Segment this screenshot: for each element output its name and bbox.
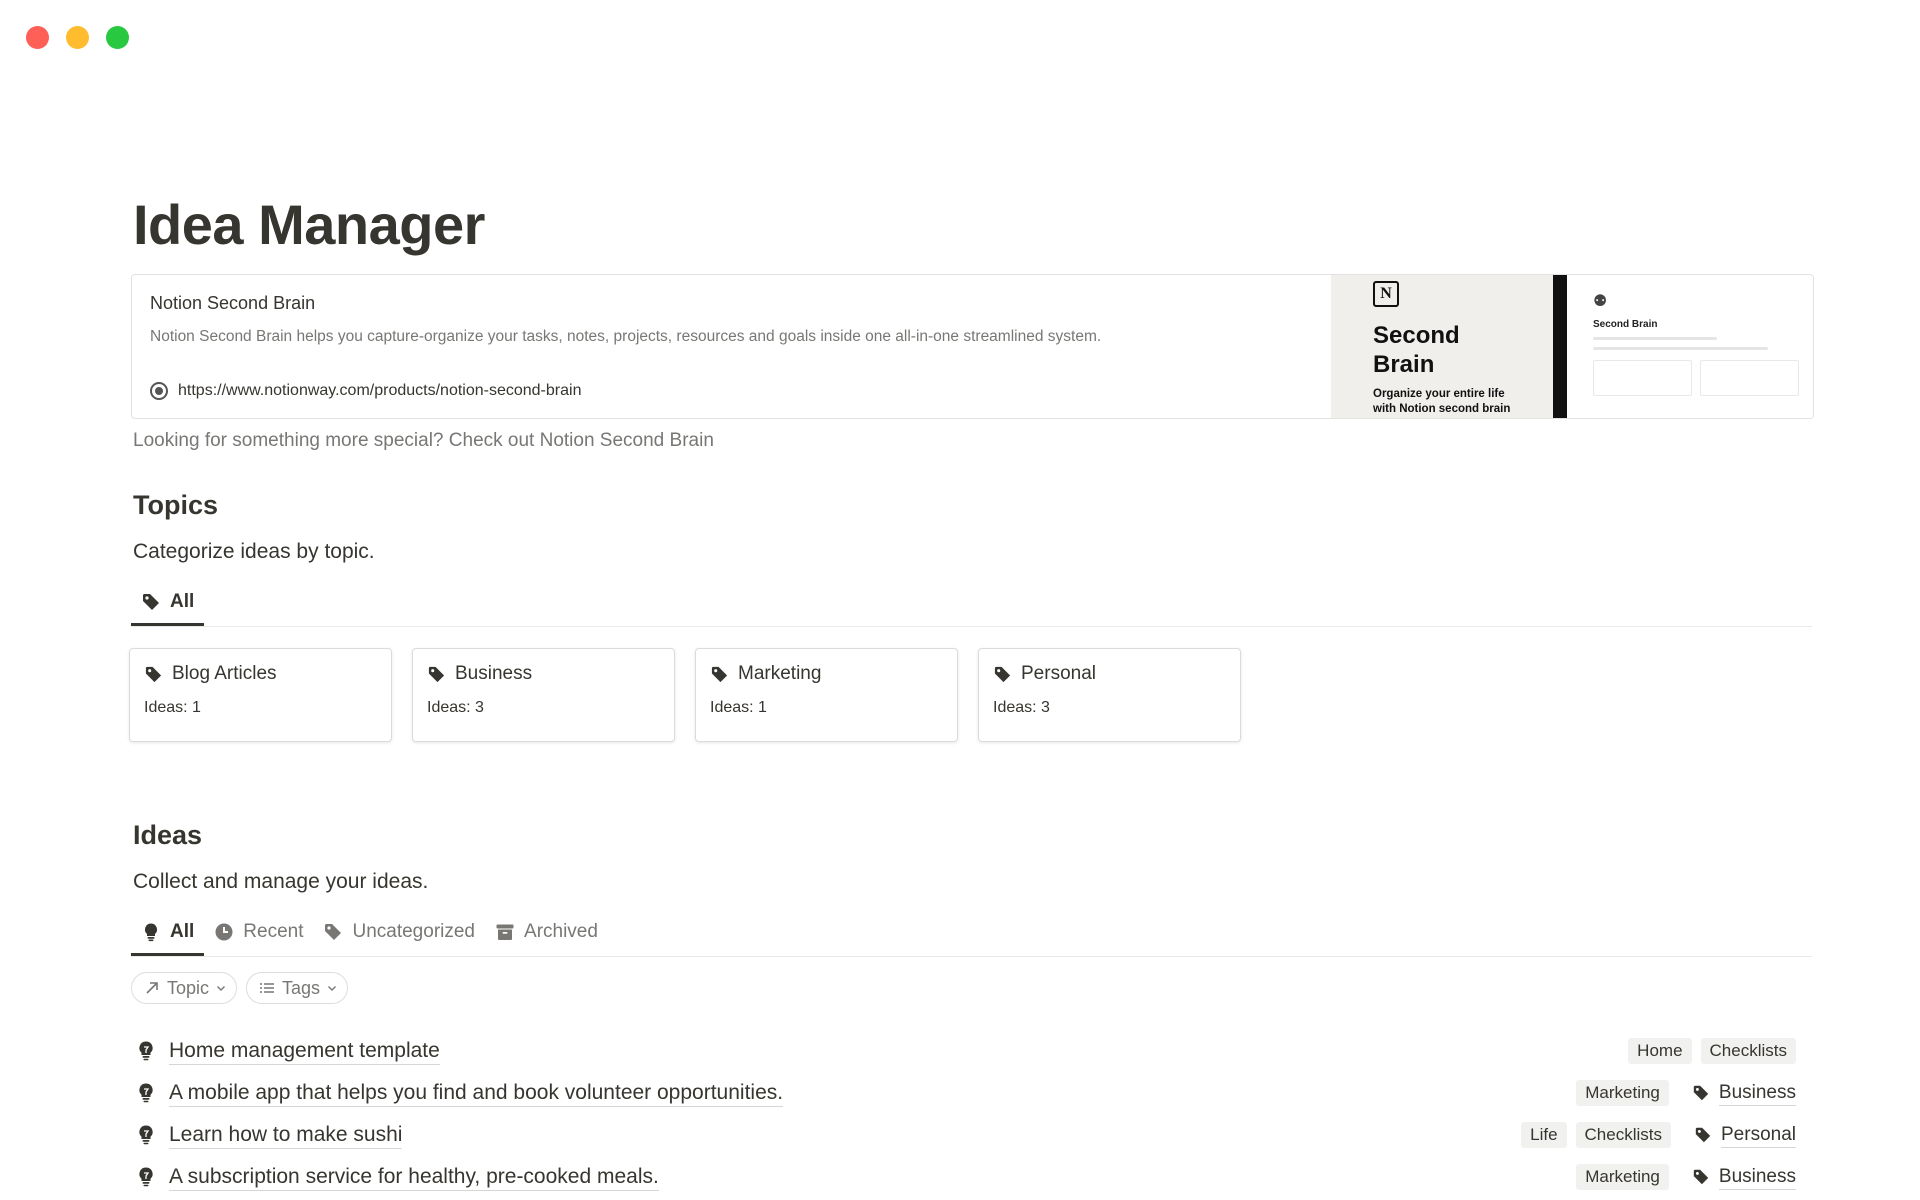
card-name — [144, 663, 377, 685]
topic-link-label: Business — [1719, 1165, 1796, 1190]
tag-icon — [993, 665, 1012, 684]
ideas-description: Collect and manage your ideas. — [133, 870, 429, 893]
tab-all-topics[interactable] — [131, 580, 204, 626]
tag-icon — [141, 592, 161, 612]
preview-column — [1700, 360, 1799, 396]
topics-view-tabs — [131, 580, 1812, 627]
tab-all-ideas[interactable] — [131, 910, 204, 956]
card-title: Business — [455, 663, 533, 684]
topic-card-blog-articles[interactable] — [129, 648, 392, 742]
preview-heading — [1373, 321, 1553, 379]
idea-tags — [1576, 1072, 1796, 1114]
topic-link-label: Personal — [1721, 1123, 1796, 1148]
filter-bar — [131, 972, 348, 1004]
card-name — [993, 663, 1226, 685]
tab-label: All — [170, 590, 195, 612]
list-item[interactable] — [131, 1072, 1812, 1114]
window-controls — [26, 26, 129, 49]
card-name — [427, 663, 660, 685]
tag-icon — [1694, 1126, 1712, 1144]
idea-title[interactable]: Home management template — [169, 1038, 440, 1065]
card-name — [710, 663, 943, 685]
brain-icon: ⚉ — [1593, 293, 1608, 310]
idea-title[interactable]: A mobile app that helps you find and book volunteer opportunities. — [169, 1080, 783, 1107]
list-item[interactable] — [131, 1114, 1812, 1156]
preview-cover — [1331, 275, 1553, 418]
tag-badge: Checklists — [1576, 1122, 1671, 1148]
special-text: Looking for something more special? Check out Notion Second Brain — [133, 430, 714, 451]
card-count: Ideas: 1 — [144, 699, 201, 716]
minimize-window-button[interactable] — [66, 26, 89, 49]
tag-icon — [323, 922, 343, 942]
idea-tags — [1576, 1156, 1796, 1198]
close-window-button[interactable] — [26, 26, 49, 49]
chevron-down-icon — [216, 983, 226, 993]
topic-link[interactable] — [1694, 1123, 1796, 1148]
preview-mini-title: Second Brain — [1593, 319, 1658, 330]
bookmark-card[interactable] — [131, 274, 1814, 419]
card-count: Ideas: 3 — [427, 699, 484, 716]
preview-columns — [1593, 360, 1799, 396]
tag-icon — [710, 665, 729, 684]
tag-icon — [427, 665, 446, 684]
tag-icon — [1692, 1168, 1710, 1186]
tag-badge: Marketing — [1576, 1164, 1669, 1190]
tab-label: Archived — [524, 921, 598, 942]
bookmark-text — [132, 275, 1331, 418]
preview-line — [1593, 337, 1717, 340]
tab-recent[interactable] — [204, 910, 313, 954]
bookmark-preview-image — [1331, 275, 1813, 418]
card-count: Ideas: 1 — [710, 699, 767, 716]
lightbulb-icon — [136, 1124, 156, 1146]
filter-label: Topic — [167, 977, 210, 998]
tab-label: Recent — [243, 921, 304, 942]
card-title: Blog Articles — [172, 663, 277, 684]
filter-label: Tags — [282, 977, 321, 998]
preview-heading-line1: Second — [1373, 322, 1460, 349]
preview-screenshot — [1567, 275, 1813, 418]
tab-label: All — [170, 920, 195, 942]
archive-icon — [495, 922, 515, 942]
zoom-window-button[interactable] — [106, 26, 129, 49]
topic-link[interactable] — [1692, 1081, 1796, 1106]
ideas-list — [131, 1030, 1812, 1198]
topic-filter-button[interactable] — [131, 972, 237, 1004]
tab-label: Uncategorized — [352, 921, 476, 942]
bookmark-url: https://www.notionway.com/products/notion-second-brain — [178, 382, 582, 399]
lightbulb-icon — [136, 1166, 156, 1188]
bookmark-title: Notion Second Brain — [150, 293, 316, 313]
card-count: Ideas: 3 — [993, 699, 1050, 716]
lightbulb-icon — [136, 1082, 156, 1104]
topic-card-marketing[interactable] — [695, 648, 958, 742]
card-title: Personal — [1021, 663, 1096, 684]
chevron-down-icon — [327, 983, 337, 993]
bookmark-link[interactable] — [150, 382, 581, 400]
preview-sub-line2: with Notion second brain — [1373, 403, 1511, 415]
bookmark-description: Notion Second Brain helps you capture-organize your tasks, notes, projects, resources and goals inside one all-in-one streamlined system. — [150, 328, 1102, 345]
preview-subheading — [1373, 387, 1553, 417]
tab-uncategorized[interactable] — [313, 910, 485, 954]
topic-link-label: Business — [1719, 1081, 1796, 1106]
notion-logo-icon: N — [1373, 281, 1399, 307]
topic-card-business[interactable] — [412, 648, 675, 742]
card-title: Marketing — [738, 663, 822, 684]
tag-badge: Life — [1521, 1122, 1566, 1148]
list-item[interactable] — [131, 1030, 1812, 1072]
topics-description: Categorize ideas by topic. — [133, 540, 375, 563]
topics-title: Topics — [133, 490, 219, 520]
preview-sub-line1: Organize your entire life — [1373, 388, 1505, 400]
preview-column — [1593, 360, 1692, 396]
tags-filter-button[interactable] — [246, 972, 348, 1004]
tag-badge: Home — [1628, 1038, 1691, 1064]
tag-icon — [144, 665, 163, 684]
tab-archived[interactable] — [485, 910, 608, 954]
preview-divider — [1553, 275, 1567, 418]
tag-badge: Checklists — [1701, 1038, 1796, 1064]
arrow-up-right-icon — [144, 980, 160, 996]
preview-heading-line2: Brain — [1373, 351, 1435, 378]
topic-card-personal[interactable] — [978, 648, 1241, 742]
idea-tags — [1628, 1030, 1796, 1072]
ideas-title: Ideas — [133, 820, 203, 850]
idea-tags — [1521, 1114, 1796, 1156]
clock-icon — [214, 922, 234, 942]
list-item[interactable] — [131, 1156, 1812, 1198]
tag-icon — [1692, 1084, 1710, 1102]
preview-line — [1593, 347, 1768, 350]
list-icon — [259, 980, 275, 996]
topic-link[interactable] — [1692, 1165, 1796, 1190]
favicon-icon — [150, 382, 168, 400]
idea-title[interactable]: Learn how to make sushi — [169, 1122, 402, 1149]
lightbulb-icon — [141, 922, 161, 942]
lightbulb-icon — [136, 1040, 156, 1062]
idea-title[interactable]: A subscription service for healthy, pre-cooked meals. — [169, 1164, 659, 1191]
page-title: Idea Manager — [133, 193, 485, 256]
ideas-view-tabs — [131, 910, 1812, 957]
topic-cards — [129, 648, 1241, 742]
tag-badge: Marketing — [1576, 1080, 1669, 1106]
